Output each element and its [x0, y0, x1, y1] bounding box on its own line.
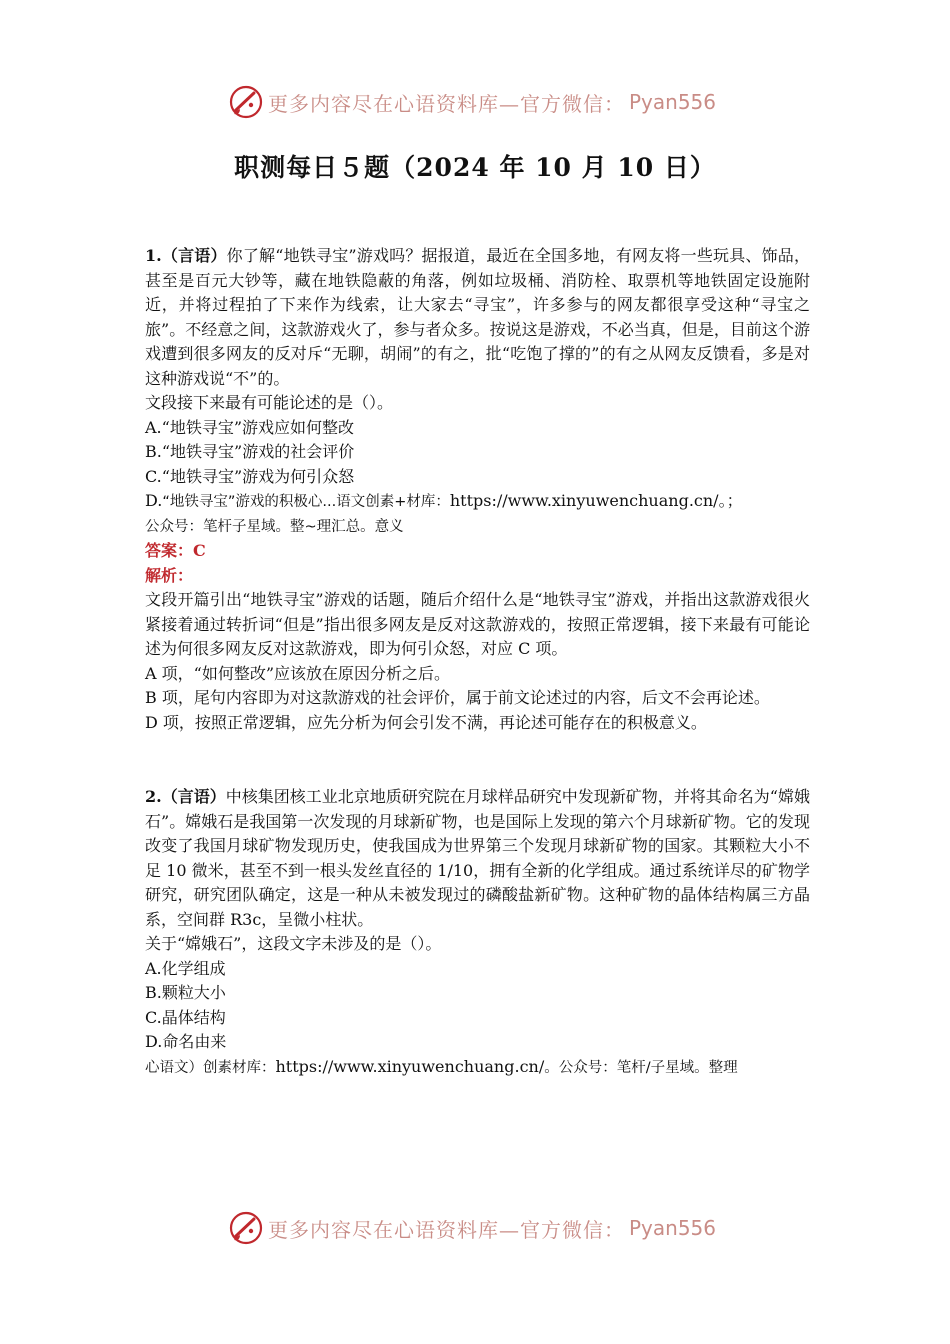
question-1-analysis-d: D 项，按照正常逻辑，应先分析为何会引发不满，再论述可能存在的积极意义。 [145, 712, 707, 732]
question-1-analysis-main: 文段开篇引出“地铁寻宝”游戏的话题，随后介绍什么是“地铁寻宝”游戏，并指出这款游戏很火紧接着通过转折词“但是”指出很多网友是反对这款游戏的，按照正常逻辑，接下来最有可能论述为何很多网友反对这款游戏，即为何引众怒，对应 C 项。 [145, 590, 810, 658]
footer-suffix: 。公众号：笔杆/子星域。整理 [544, 1059, 738, 1076]
question-2-stem [145, 785, 810, 932]
question-2-tag: （言语） [161, 787, 226, 806]
brush-logo-icon [228, 84, 264, 120]
question-2-text: 中核集团核工业北京地质研究院在月球样品研究中发现新矿物，并将其命名为“嫦娥石”。嫦娥石是我国第一次发现的月球新矿物，也是国际上发现的第六个月球新矿物。它的发现改变了我国月球矿物发现历史，使我国成为世界第三个发现月球新矿物的国家。其颗粒大小不足 10 微米，甚至不到一根头发丝直径的 1/10，拥有全新的化学组成。通过系统详尽的矿物学研究，研究团队确定，这是一种从未被发现过的磷酸盐新矿物。这种矿物的晶体结构属三方晶系，空间群 R3c，呈微小柱状。 [145, 787, 810, 929]
question-1-prompt: 文段接下来最有可能论述的是（）。 [145, 393, 394, 412]
banner-wechat-id: Pyan556 [629, 90, 717, 114]
question-2-option-b: B.颗粒大小 [145, 983, 226, 1002]
question-1-option-d-line2: 公众号：笔杆子星域。整~理汇总。意义 [145, 518, 404, 535]
footer-banner [0, 1206, 950, 1250]
document-body [145, 244, 810, 1080]
question-1-analysis-label: 解析： [145, 565, 194, 585]
banner-text: 更多内容尽在心语资料库—官方微信： [268, 1217, 625, 1242]
question-1-number: 1. [145, 246, 162, 265]
section-gap [145, 735, 810, 785]
question-1-text: 你了解“地铁寻宝”游戏吗？据报道，最近在全国多地，有网友将一些玩具、饰品，甚至是百元大钞等，藏在地铁隐蔽的角落，例如垃圾桶、消防栓、取票机等地铁固定设施附近，并将过程拍了下来作为线索，让大家去“寻宝”，许多参与的网友都很享受这种“寻宝之旅”。不经意之间，这款游戏火了，参与者众多。按说这是游戏，不必当真，但是，目前这个游戏遭到很多网友的反对斥“无聊，胡闹”的有之，批“吃饱了撑的”的有之从网友反馈看，多是对这种游戏说“不”的。 [145, 246, 810, 388]
question-1-answer: 答案：C [145, 541, 206, 560]
question-1-option-c: C.“地铁寻宝”游戏为何引众怒 [145, 466, 355, 486]
question-2-option-c: C.晶体结构 [145, 1007, 226, 1027]
question-1-analysis-b: B 项，尾句内容即为对这款游戏的社会评价，属于前文论述过的内容，后文不会再论述。 [145, 688, 770, 707]
question-1-option-d [145, 489, 810, 515]
question-2-option-d: D.命名由来 [145, 1032, 227, 1051]
question-1-tag: （言语） [161, 246, 227, 265]
banner-text: 更多内容尽在心语资料库—官方微信： [268, 91, 625, 116]
page-title: 职测每日５题（2024 年 10 月 10 日） [234, 153, 716, 182]
question-1-stem [145, 244, 810, 391]
option-d-text: “地铁寻宝”游戏的积极心...语文创素+材库： [162, 494, 450, 510]
question-2-prompt: 关于“嫦娥石”，这段文字未涉及的是（）。 [145, 934, 442, 953]
question-1-analysis-a: A 项，“如何整改”应该放在原因分析之后。 [145, 663, 451, 683]
footer-url: https://www.xinyuwenchuang.cn/ [275, 1056, 545, 1076]
question-1-option-b: B.“地铁寻宝”游戏的社会评价 [145, 442, 355, 461]
question-2-option-a: A.化学组成 [145, 958, 226, 978]
question-2-number: 2. [145, 787, 162, 806]
question-1-option-a: A.“地铁寻宝”游戏应如何整改 [145, 417, 355, 437]
header-banner [0, 80, 950, 124]
brush-logo-icon [228, 1210, 264, 1246]
option-d-url: https://www.xinyuwenchuang.cn/。； [449, 491, 743, 510]
question-2-footer-note [145, 1055, 810, 1081]
banner-wechat-id: Pyan556 [629, 1216, 717, 1240]
footer-prefix: 心语文）创素材库： [145, 1059, 276, 1076]
option-d-prefix: D. [145, 491, 163, 510]
